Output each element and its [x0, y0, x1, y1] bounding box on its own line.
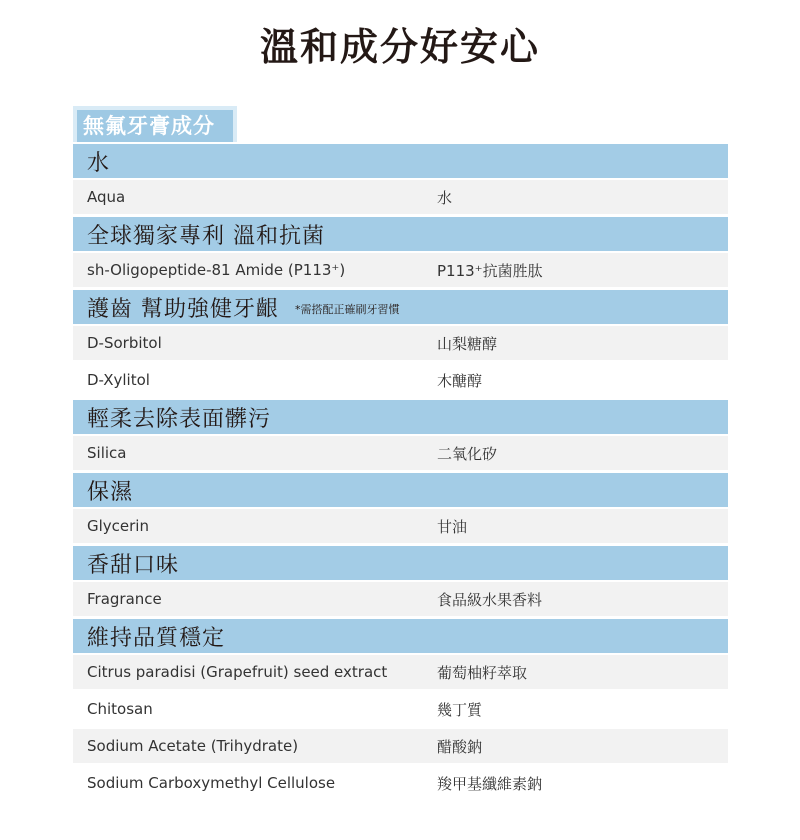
section-title: 香甜口味: [87, 552, 180, 578]
ingredient-row: [73, 180, 728, 217]
inci-name-cell: Silica: [87, 444, 127, 462]
chinese-name-cell: 木醣醇: [437, 371, 483, 390]
chinese-name-cell: 食品級水果香料: [437, 590, 543, 609]
chinese-name-cell: P113⁺抗菌胜肽: [437, 261, 543, 280]
chinese-name-cell: 二氧化矽: [437, 444, 498, 463]
section-title: 輕柔去除表面髒污: [87, 406, 272, 432]
ingredient-row: [73, 655, 728, 692]
chinese-name-cell: 醋酸鈉: [437, 737, 483, 756]
section-header: [73, 619, 728, 655]
page-title: 溫和成分好安心: [259, 25, 540, 69]
inci-name-cell: Sodium Acetate (Trihydrate): [87, 737, 299, 755]
section-title: 全球獨家專利 溫和抗菌: [87, 223, 325, 249]
ingredient-row: [73, 326, 728, 363]
section-title: 維持品質穩定: [87, 625, 226, 651]
ingredient-row: [73, 582, 728, 619]
chinese-name-cell: 幾丁質: [437, 700, 483, 719]
section-header: [73, 217, 728, 253]
ingredient-row: [73, 766, 728, 803]
table-tab-label: 無氟牙膏成分: [77, 110, 233, 142]
section-header: [73, 290, 728, 326]
inci-name-cell: D-Sorbitol: [87, 334, 162, 352]
ingredient-row: [73, 253, 728, 290]
section-header: [73, 546, 728, 582]
ingredient-row: [73, 363, 728, 400]
table-tab: [73, 106, 237, 142]
ingredient-row: [73, 692, 728, 729]
ingredient-table: [73, 144, 728, 803]
section-title: 保濕: [87, 479, 134, 505]
ingredient-row: [73, 729, 728, 766]
inci-name-cell: Citrus paradisi (Grapefruit) seed extract: [87, 663, 388, 681]
section-title: 水: [87, 150, 111, 176]
section-header: [73, 400, 728, 436]
inci-name-cell: D-Xylitol: [87, 371, 150, 389]
ingredient-row: [73, 436, 728, 473]
inci-name-cell: Fragrance: [87, 590, 162, 608]
section-title: 護齒 幫助強健牙齦: [87, 296, 279, 322]
chinese-name-cell: 水: [437, 188, 453, 207]
inci-name-cell: Chitosan: [87, 700, 153, 718]
inci-name-cell: Glycerin: [87, 517, 149, 535]
inci-name-cell: Aqua: [87, 188, 126, 206]
section-note: *需搭配正確刷牙習慣: [295, 303, 400, 316]
chinese-name-cell: 山梨糖醇: [437, 334, 498, 353]
chinese-name-cell: 羧甲基纖維素鈉: [437, 774, 543, 793]
chinese-name-cell: 甘油: [437, 517, 468, 536]
section-header: [73, 144, 728, 180]
section-header: [73, 473, 728, 509]
inci-name-cell: sh-Oligopeptide-81 Amide (P113⁺): [87, 261, 346, 279]
ingredient-row: [73, 509, 728, 546]
chinese-name-cell: 葡萄柚籽萃取: [437, 663, 528, 682]
inci-name-cell: Sodium Carboxymethyl Cellulose: [87, 774, 336, 792]
